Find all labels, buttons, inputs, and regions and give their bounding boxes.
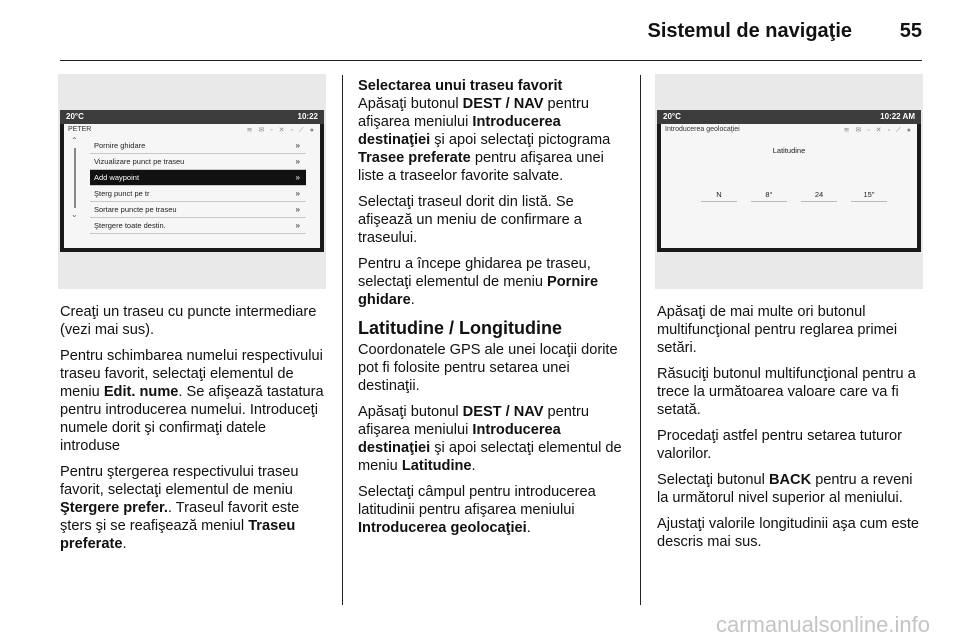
column-2: [358, 77, 628, 545]
paragraph: Pentru schimbarea numelui respectivului traseu favorit, selectaţi elementul de meniu Edit. nume. Se afişează tastatura pentru introducerea numelui. Introduceţi numele dorit şi confirmaţi datele introduse: [60, 348, 324, 454]
paragraph: Pentru a începe ghidarea pe traseu, selectaţi elementul de meniu Pornire ghidare.: [358, 256, 599, 308]
menu-item-label: Pornire ghidare: [94, 141, 146, 150]
paragraph: Coordonatele GPS ale unei locaţii dorite pot fi folosite pentru setarea unei destinaţii.: [358, 342, 618, 394]
section-heading: Latitudine / Longitudine: [358, 318, 562, 338]
subheading: Selectarea unui traseu favorit: [358, 78, 563, 94]
display-screen: [60, 110, 324, 252]
menu-item[interactable]: [90, 202, 306, 218]
chevron-right-icon: »: [295, 189, 300, 198]
paragraph: Selectaţi câmpul pentru introducerea latitudinii pentru afişarea meniului Introducerea geolocaţiei.: [358, 484, 596, 536]
display-screen: [657, 110, 921, 252]
menu-title: PETER: [68, 126, 92, 133]
temperature-readout: 20°C: [663, 112, 681, 121]
chevron-right-icon: »: [295, 157, 300, 166]
chevron-right-icon: »: [295, 141, 300, 150]
menu-item[interactable]: [90, 138, 306, 154]
menu-title: Introducerea geolocaţiei: [665, 126, 740, 133]
paragraph: Selectaţi butonul BACK pentru a reveni la următorul nivel superior al meniului.: [657, 472, 913, 506]
menu-item-label: Vizualizare punct pe traseu: [94, 157, 185, 166]
column-1: [60, 303, 330, 561]
chevron-right-icon: »: [295, 205, 300, 214]
menu-item[interactable]: [90, 218, 306, 234]
menu-list: [90, 138, 306, 234]
paragraph: Ajustaţi valorile longitudinii aşa cum este descris mai sus.: [657, 516, 920, 550]
minutes-field[interactable]: 24: [801, 190, 837, 202]
menu-item-selected[interactable]: [90, 170, 306, 186]
paragraph: Răsuciţi butonul multifuncţional pentru a trece la următoarea valoare care va fi setată.: [657, 366, 916, 418]
watermark: carmanualsonline.info: [715, 612, 930, 637]
temperature-readout: 20°C: [66, 112, 84, 121]
menu-item[interactable]: [90, 154, 306, 170]
coordinate-fields: [701, 190, 887, 202]
scrollbar[interactable]: [74, 148, 76, 208]
paragraph: Apăsaţi butonul DEST / NAV pentru afişarea meniului Introducerea destinaţiei şi apoi selectaţi elementul de meniu Latitudine.: [358, 404, 622, 474]
chevron-right-icon: »: [295, 173, 300, 182]
menu-item-label: Sortare puncte pe traseu: [94, 205, 177, 214]
screen-status-bar: [657, 110, 921, 124]
screen-status-bar: [60, 110, 324, 124]
page-number: 55: [899, 20, 922, 42]
screenshot-waypoint-menu: [58, 74, 326, 289]
hemisphere-field[interactable]: N: [701, 190, 737, 202]
menu-item-label: Ştergere toate destin.: [94, 221, 166, 230]
paragraph: Selectaţi traseul dorit din listă. Se afişează un meniu de confirmare a traseului.: [358, 194, 582, 246]
paragraph: Apăsaţi de mai multe ori butonul multifuncţional pentru reglarea primei setări.: [657, 304, 898, 356]
scroll-up-icon[interactable]: ⌃: [71, 136, 78, 145]
degrees-field[interactable]: 8°: [751, 190, 787, 202]
screenshot-geolocation: [655, 74, 923, 289]
status-icons: ≋ ✉ ◦ ✕ ◦ ⟋ ●: [246, 127, 316, 134]
menu-item[interactable]: [90, 186, 306, 202]
section-title: Sistemul de navigaţie: [647, 20, 852, 42]
latitude-label: Latitudine: [772, 146, 806, 155]
menu-item-reference: Edit. nume: [103, 384, 179, 400]
seconds-field[interactable]: 15": [851, 190, 887, 202]
paragraph: Apăsaţi butonul DEST / NAV pentru afişarea meniului Introducerea destinaţiei şi apoi selectaţi pictograma Trasee preferate pentru afişarea unei liste a traseelor favorite salvate.: [358, 96, 611, 184]
clock-readout: 10:22 AM: [880, 112, 915, 121]
column-divider-1: [342, 75, 343, 605]
paragraph: Pentru ştergerea respectivului traseu favorit, selectaţi elementul de meniu Ştergere prefer.. Traseul favorit este şters şi se reafişează meniul Traseu preferate.: [60, 464, 300, 552]
status-icons: ≋ ✉ ◦ ✕ ◦ ⟋ ●: [843, 127, 913, 134]
screen-body: [661, 124, 917, 248]
chevron-right-icon: »: [295, 221, 300, 230]
menu-item-reference: Ştergere prefer.: [60, 500, 168, 516]
screen-body: [64, 124, 320, 248]
menu-item-label: Add waypoint: [94, 173, 140, 182]
column-divider-2: [640, 75, 641, 605]
menu-item-label: Şterg punct pe tr: [94, 189, 150, 198]
clock-readout: 10:22: [297, 112, 318, 121]
paragraph: Procedaţi astfel pentru setarea tuturor valorilor.: [657, 428, 902, 462]
header-rule: [60, 60, 922, 61]
menu-reference: Traseu preferate: [60, 518, 296, 552]
scroll-down-icon[interactable]: ⌄: [71, 210, 78, 219]
paragraph: Creaţi un traseu cu puncte intermediare (vezi mai sus).: [60, 304, 317, 338]
column-3: [657, 303, 927, 559]
